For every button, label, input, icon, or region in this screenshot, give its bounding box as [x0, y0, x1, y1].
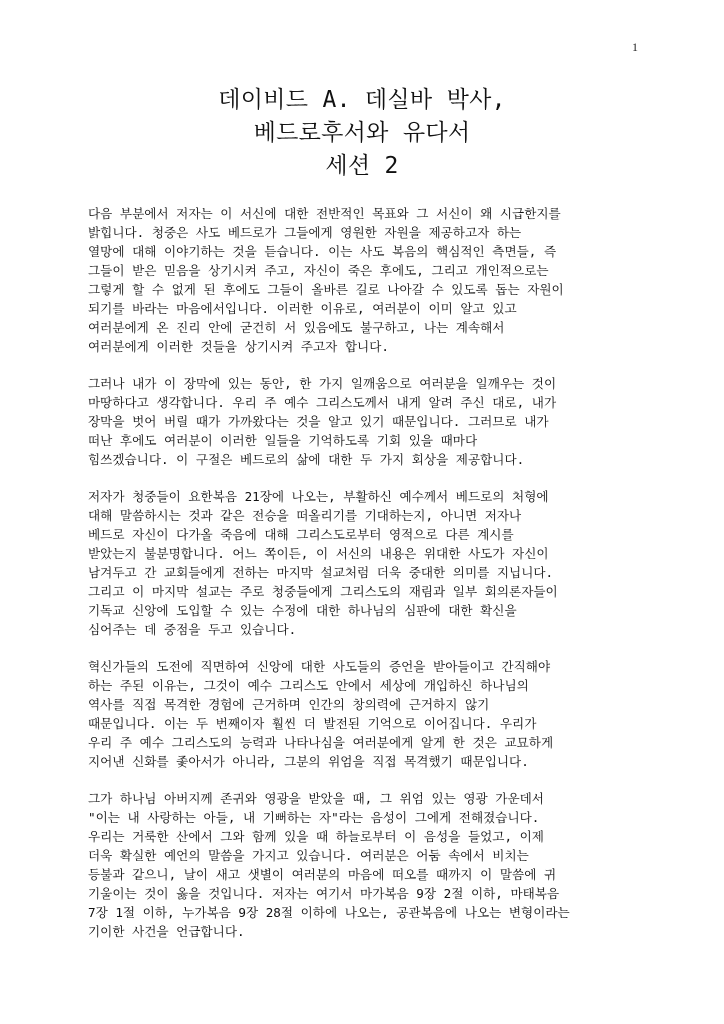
text-line: 여러분에게 온 진리 안에 굳건히 서 있음에도 불구하고, 나는 계속해서: [88, 320, 505, 335]
text-line: 힘쓰겠습니다. 이 구절은 베드로의 삶에 대한 두 가지 회상을 제공합니다.: [88, 452, 525, 467]
text-line: 지어낸 신화를 좇아서가 아니라, 그분의 위엄을 직접 목격했기 때문입니다.: [88, 754, 529, 769]
text-line: 하는 주된 이유는, 그것이 예수 그리스도 안에서 세상에 개입하신 하나님의: [88, 678, 529, 693]
text-line: 때문입니다. 이는 두 번째이자 훨씬 더 발전된 기억으로 이어집니다. 우리가: [88, 716, 537, 731]
paragraph: [88, 789, 640, 941]
text-line: 되기를 바라는 마음에서입니다. 이러한 이유로, 여러분이 이미 알고 있고: [88, 301, 517, 316]
text-line: 열망에 대해 이야기하는 것을 듣습니다. 이는 사도 복음의 핵심적인 측면들, 즉: [88, 244, 557, 259]
text-line: 우리 주 예수 그리스도의 능력과 나타나심을 여러분에게 알게 한 것은 교묘하게: [88, 735, 554, 750]
text-line: 혁신가들의 도전에 직면하여 신앙에 대한 사도들의 증언을 받아들이고 간직해야: [88, 659, 551, 674]
paragraph: [88, 204, 640, 356]
text-line: 기독교 신앙에 도입할 수 있는 수정에 대한 하나님의 심판에 대한 확신을: [88, 603, 517, 618]
title-line: 데이비드 A. 데실바 박사,: [218, 87, 506, 113]
text-line: 저자가 청중들이 요한복음 21장에 나오는, 부활하신 예수께서 베드로의 처형에: [88, 489, 549, 504]
text-line: 등불과 같으니, 날이 새고 샛별이 여러분의 마음에 떠오를 때까지 이 말씀에 귀: [88, 867, 557, 882]
text-line: 더욱 확실한 예언의 말씀을 가지고 있습니다. 여러분은 어둠 속에서 비치는: [88, 848, 529, 863]
text-line: 받았는지 불분명합니다. 어느 쪽이든, 이 서신의 내용은 위대한 사도가 자신이: [88, 546, 549, 561]
text-line: 우리는 거룩한 산에서 그와 함께 있을 때 하늘로부터 이 음성을 들었고, 이제: [88, 829, 544, 844]
text-line: 떠난 후에도 여러분이 이러한 일들을 기억하도록 기회 있을 때마다: [88, 433, 478, 448]
text-line: 베드로 자신이 다가올 죽음에 대해 그리스도로부터 영적으로 다른 계시를: [88, 527, 514, 542]
paragraph: [88, 374, 640, 469]
text-line: 마땅하다고 생각합니다. 우리 주 예수 그리스도께서 내게 알려 주신 대로, 내가: [88, 395, 557, 410]
title-line: 베드로후서와 유다서: [253, 120, 471, 146]
text-line: 역사를 직접 목격한 경험에 근거하며 인간의 창의력에 근거하지 않기: [88, 697, 490, 712]
text-line: 그렇게 할 수 없게 된 후에도 그들이 올바른 길로 나아갈 수 있도록 돕는 자원이: [88, 282, 564, 297]
text-line: 기이한 사건을 언급합니다.: [88, 924, 245, 939]
page-number: 1: [632, 40, 638, 54]
text-line: 장막을 벗어 버릴 때가 가까왔다는 것을 알고 있기 때문입니다. 그러므로 내가: [88, 414, 549, 429]
text-line: 7장 1절 이하, 누가복음 9장 28절 이하에 나오는, 공관복음에 나오는 변형이라는: [88, 905, 570, 920]
paragraph: [88, 487, 640, 639]
text-line: 기울이는 것이 옳을 것입니다. 저자는 여기서 마가복음 9장 2절 이하, 마태복음: [88, 886, 560, 901]
paragraph: [88, 657, 640, 771]
text-line: 그가 하나님 아버지께 존귀와 영광을 받았을 때, 그 위엄 있는 영광 가운데서: [88, 791, 544, 806]
text-line: 여러분에게 이러한 것들을 상기시켜 주고자 합니다.: [88, 339, 389, 354]
text-line: 그리고 이 마지막 설교는 주로 청중들에게 그리스도의 재림과 일부 회의론자들이: [88, 584, 558, 599]
text-line: "이는 내 사랑하는 아들, 내 기뻐하는 자"라는 음성이 그에게 전해졌습니다.: [88, 810, 540, 825]
text-line: 대해 말씀하시는 것과 같은 전승을 떠올리기를 기대하는지, 아니면 저자나: [88, 508, 522, 523]
document-title: [0, 84, 724, 183]
text-line: 그러나 내가 이 장막에 있는 동안, 한 가지 일깨움으로 여러분을 일깨우는 것이: [88, 376, 557, 391]
text-line: 그들이 받은 믿음을 상기시켜 주고, 자신이 죽은 후에도, 그리고 개인적으로는: [88, 263, 549, 278]
text-line: 심어주는 데 중점을 두고 있습니다.: [88, 622, 297, 637]
text-line: 밝힙니다. 청중은 사도 베드로가 그들에게 영원한 자원을 제공하고자 하는: [88, 225, 522, 240]
text-line: 다음 부분에서 저자는 이 서신에 대한 전반적인 목표와 그 서신이 왜 시급한지를: [88, 206, 561, 221]
text-line: 남겨두고 간 교회들에게 전하는 마지막 설교처럼 더욱 중대한 의미를 지닙니다.: [88, 565, 554, 580]
title-line: 세션 2: [325, 153, 399, 179]
document-body: [88, 204, 640, 959]
